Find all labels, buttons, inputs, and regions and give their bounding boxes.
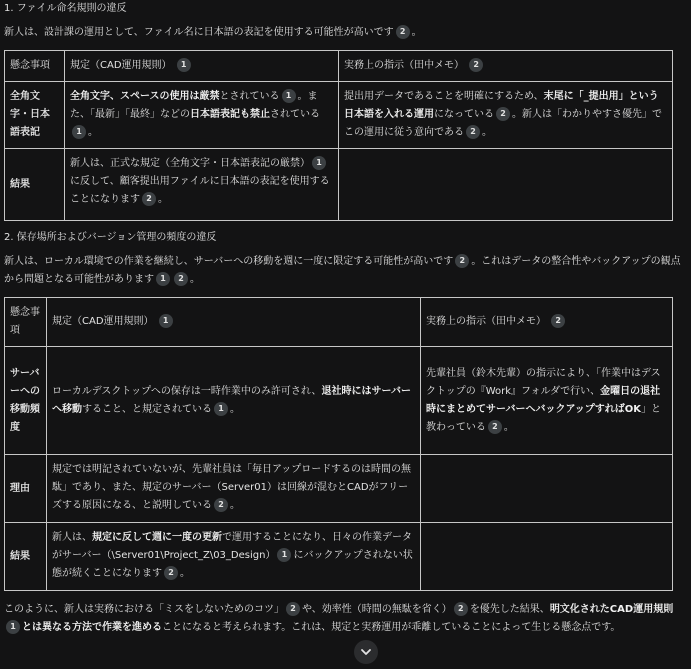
citation-chip[interactable]: 2 bbox=[214, 498, 228, 512]
citation-chip[interactable]: 1 bbox=[214, 402, 228, 416]
chevron-down-icon bbox=[360, 646, 372, 658]
citation-chip[interactable]: 2 bbox=[454, 602, 468, 616]
instruction-cell bbox=[421, 347, 673, 455]
section-1-intro bbox=[4, 24, 687, 42]
cell-text: 規定では明記されていないが、先輩社員は「毎日アップロードするのは時間の無駄」であり、また、規定のサーバー（Server01）は回線が混むとCADがフリーズする原因になる、と説明している bbox=[52, 464, 411, 511]
result-cell bbox=[65, 149, 339, 221]
citation-chip[interactable]: 2 bbox=[455, 254, 469, 268]
header-rule bbox=[47, 298, 421, 347]
header-rule-label: 規定（CAD運用規則） bbox=[52, 316, 154, 327]
cell-text: 。 bbox=[230, 500, 240, 511]
row-label: 結果 bbox=[5, 523, 47, 591]
cell-text: にバックアップされない状態が続くことになります bbox=[52, 550, 413, 579]
table-header-row bbox=[5, 51, 673, 82]
citation-chip[interactable]: 1 bbox=[72, 125, 86, 139]
bold-text: 規定に反して週に一度の更新 bbox=[92, 532, 222, 543]
cell-text: 提出用データであることを明確にするため、 bbox=[344, 91, 544, 102]
citation-chip[interactable]: 1 bbox=[282, 89, 296, 103]
section-2-intro-text: 。これはデータの整合性やバックアップの観点から問題となる可能性があります bbox=[4, 256, 681, 285]
citation-chip[interactable]: 1 bbox=[156, 272, 170, 286]
citation-chip[interactable]: 2 bbox=[466, 125, 480, 139]
table-row bbox=[5, 347, 673, 455]
bold-text: 末尾に「_提出用」という日本語を入れる運用 bbox=[344, 91, 659, 120]
section-2-intro bbox=[4, 253, 687, 289]
cell-text: 。新人は「わかりやすさ優先」でこの運用に従う意向である bbox=[344, 109, 662, 138]
cell-text: 先輩社員（鈴木先輩）の指示により、「作業中はデスクトップの『Work』フォルダで行い、 bbox=[426, 367, 661, 397]
conclusion-text: を優先した結果、 bbox=[469, 604, 550, 615]
bold-text: 日本語表記も禁止 bbox=[190, 109, 270, 120]
bold-text: 退社時にはサーバーへ移動 bbox=[52, 385, 411, 415]
cell-text: 。 bbox=[230, 403, 240, 415]
cell-text: で運用することになり、日々の作業データがサーバー（\Server01\Project_Z\03_Design） bbox=[52, 532, 412, 561]
header-concern bbox=[5, 51, 65, 82]
header-concern-label: 懸念事項 bbox=[10, 60, 50, 71]
citation-chip[interactable]: 1 bbox=[6, 620, 20, 634]
empty-cell bbox=[339, 149, 673, 221]
instruction-cell bbox=[339, 82, 673, 149]
cell-text: 。 bbox=[482, 127, 492, 138]
cell-text: 新人は、 bbox=[52, 532, 92, 543]
scroll-down-button[interactable] bbox=[354, 640, 378, 664]
table-row bbox=[5, 149, 673, 221]
citation-chip[interactable]: 2 bbox=[174, 272, 188, 286]
citation-chip[interactable]: 1 bbox=[159, 314, 173, 328]
rule-cell bbox=[65, 82, 339, 149]
row-label: 理由 bbox=[5, 455, 47, 523]
citation-chip[interactable]: 2 bbox=[286, 602, 300, 616]
section-2-title: 2. 保存場所およびバージョン管理の頻度の違反 bbox=[4, 232, 217, 243]
header-concern bbox=[5, 298, 47, 347]
conclusion-text: このように、新人は実務における「ミスをしないためのコツ」 bbox=[4, 604, 284, 615]
header-instruction-label: 実務上の指示（田中メモ） bbox=[344, 60, 464, 71]
cell-text: 新人は、正式な規定（全角文字・日本語表記の厳禁） bbox=[70, 158, 310, 169]
cell-text: とされている bbox=[219, 91, 280, 102]
conclusion-text: や、効率性（時間の無駄を省く） bbox=[302, 604, 452, 615]
citation-chip[interactable]: 2 bbox=[164, 566, 178, 580]
reason-cell bbox=[47, 455, 421, 523]
bold-text: 明文化されたCAD運用規則 bbox=[549, 604, 674, 615]
cell-text: 。 bbox=[180, 568, 190, 579]
section-2-table bbox=[4, 297, 673, 591]
rule-cell bbox=[47, 347, 421, 455]
header-instruction-label: 実務上の指示（田中メモ） bbox=[426, 316, 546, 327]
citation-chip[interactable]: 2 bbox=[396, 25, 410, 39]
citation-chip[interactable]: 2 bbox=[488, 420, 502, 434]
citation-chip[interactable]: 1 bbox=[277, 548, 291, 562]
row-label: 全角文字・日本語表記 bbox=[5, 82, 65, 149]
cell-text: 。また、「最新」「最終」などの bbox=[70, 91, 318, 120]
table-row bbox=[5, 523, 673, 591]
punctuation: 。 bbox=[411, 27, 422, 38]
header-rule-label: 規定（CAD運用規則） bbox=[70, 60, 172, 71]
cell-text: に反して、顧客提出用ファイルに日本語の表記を使用することになります bbox=[70, 176, 330, 205]
empty-cell bbox=[421, 523, 673, 591]
table-header-row bbox=[5, 298, 673, 347]
citation-chip[interactable]: 2 bbox=[469, 58, 483, 72]
cell-text: 。 bbox=[158, 194, 168, 205]
section-1-title: 1. ファイル命名規則の違反 bbox=[4, 3, 127, 14]
conclusion-text: ことになると考えられます。これは、規定と実務運用が乖離していることによって生じる懸念点です。 bbox=[162, 622, 621, 633]
row-label: サーバーへの移動頻度 bbox=[5, 347, 47, 455]
citation-chip[interactable]: 2 bbox=[496, 107, 510, 121]
cell-text: されている bbox=[270, 109, 320, 120]
citation-chip[interactable]: 2 bbox=[142, 192, 156, 206]
table-row bbox=[5, 82, 673, 149]
punctuation: 。 bbox=[190, 274, 200, 285]
cell-text: になっている bbox=[434, 109, 494, 120]
header-instruction bbox=[339, 51, 673, 82]
cell-text: ローカルデスクトップへの保存は一時作業中のみ許可され、 bbox=[52, 385, 322, 397]
table-row bbox=[5, 455, 673, 523]
cell-text: すること、と規定されている bbox=[82, 403, 212, 415]
header-instruction bbox=[421, 298, 673, 347]
empty-cell bbox=[421, 455, 673, 523]
citation-chip[interactable]: 2 bbox=[551, 314, 565, 328]
cell-text: 」と教わっている bbox=[426, 403, 662, 433]
section-1-intro-text: 新人は、設計課の運用として、ファイル名に日本語の表記を使用する可能性が高いです bbox=[4, 27, 394, 38]
result-cell bbox=[47, 523, 421, 591]
section-1-table bbox=[4, 50, 673, 221]
bold-text: 全角文字、スペースの使用は厳禁 bbox=[70, 91, 220, 102]
citation-chip[interactable]: 1 bbox=[177, 58, 191, 72]
bold-text: 金曜日の退社時にまとめてサーバーへバックアップすればOK bbox=[426, 385, 661, 415]
cell-text: 。 bbox=[88, 127, 98, 138]
conclusion-paragraph bbox=[4, 601, 687, 637]
header-rule bbox=[65, 51, 339, 82]
section-2-intro-text: 新人は、ローカル環境での作業を継続し、サーバーへの移動を週に一度に限定する可能性が高いです bbox=[4, 256, 454, 267]
bold-text: とは異なる方法で作業を進める bbox=[22, 622, 162, 633]
header-concern-label: 懸念事項 bbox=[10, 307, 40, 336]
cell-text: 。 bbox=[503, 421, 514, 433]
row-label: 結果 bbox=[5, 149, 65, 221]
citation-chip[interactable]: 1 bbox=[312, 156, 326, 170]
